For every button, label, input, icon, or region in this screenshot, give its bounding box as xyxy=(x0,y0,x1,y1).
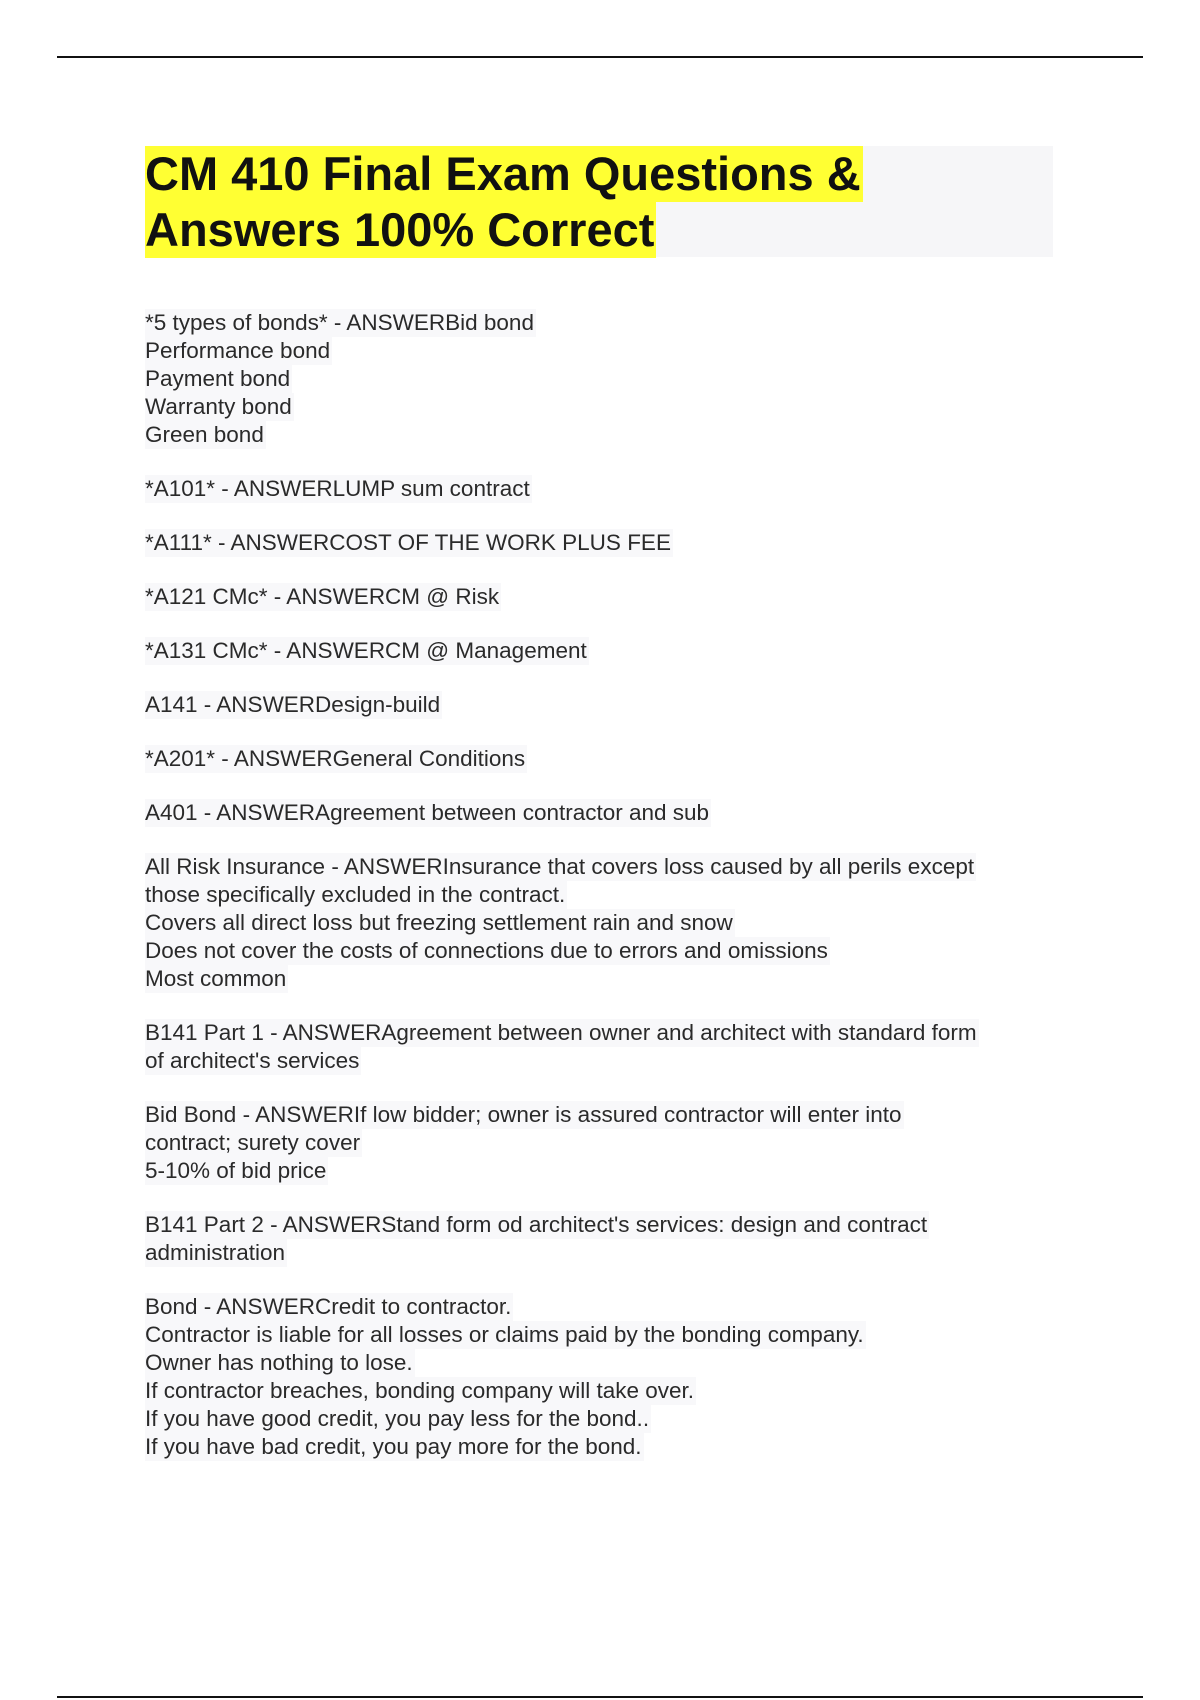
qa-answer-line: Owner has nothing to lose. xyxy=(145,1350,413,1375)
qa-question-line: Bid Bond - ANSWERIf low bidder; owner is assured contractor will enter into xyxy=(145,1102,902,1127)
qa-question-line: All Risk Insurance - ANSWERInsurance that covers loss caused by all perils except xyxy=(145,854,975,879)
qa-item xyxy=(145,691,1065,719)
title-line-1: CM 410 Final Exam Questions & xyxy=(145,147,861,200)
document-title xyxy=(145,146,1053,257)
qa-question-line: A141 - ANSWERDesign-build xyxy=(145,692,441,717)
qa-item xyxy=(145,1211,1065,1267)
qa-item xyxy=(145,799,1065,827)
qa-item xyxy=(145,637,1065,665)
qa-answer-line: contract; surety cover xyxy=(145,1130,361,1155)
qa-item xyxy=(145,309,1065,449)
qa-answer-line: 5-10% of bid price xyxy=(145,1158,327,1183)
qa-item xyxy=(145,1101,1065,1185)
qa-item xyxy=(145,745,1065,773)
qa-question-line: *A111* - ANSWERCOST OF THE WORK PLUS FEE xyxy=(145,530,671,555)
qa-answer-line: Most common xyxy=(145,966,287,991)
qa-question-line: *A131 CMc* - ANSWERCM @ Management xyxy=(145,638,587,663)
title-line-2: Answers 100% Correct xyxy=(145,203,655,256)
qa-answer-line: Performance bond xyxy=(145,338,331,363)
qa-item xyxy=(145,1019,1065,1075)
qa-list xyxy=(145,309,1065,1487)
qa-item xyxy=(145,853,1065,993)
qa-question-line: B141 Part 1 - ANSWERAgreement between owner and architect with standard form xyxy=(145,1020,977,1045)
qa-item xyxy=(145,1293,1065,1461)
qa-answer-line: If contractor breaches, bonding company will take over. xyxy=(145,1378,695,1403)
qa-answer-line: If you have good credit, you pay less for the bond.. xyxy=(145,1406,650,1431)
qa-answer-line: those specifically excluded in the contract. xyxy=(145,882,566,907)
qa-answer-line: administration xyxy=(145,1240,286,1265)
footer-rule xyxy=(57,1696,1143,1698)
qa-answer-line: Green bond xyxy=(145,422,264,447)
qa-question-line: *A121 CMc* - ANSWERCM @ Risk xyxy=(145,584,500,609)
qa-item xyxy=(145,475,1065,503)
qa-item xyxy=(145,583,1065,611)
qa-question-line: *A201* - ANSWERGeneral Conditions xyxy=(145,746,526,771)
qa-answer-line: Warranty bond xyxy=(145,394,292,419)
qa-item xyxy=(145,529,1065,557)
qa-question-line: *A101* - ANSWERLUMP sum contract xyxy=(145,476,530,501)
qa-answer-line: Contractor is liable for all losses or claims paid by the bonding company. xyxy=(145,1322,864,1347)
qa-question-line: B141 Part 2 - ANSWERStand form od architect's services: design and contract xyxy=(145,1212,928,1237)
qa-answer-line: Does not cover the costs of connections due to errors and omissions xyxy=(145,938,828,963)
qa-answer-line: Covers all direct loss but freezing settlement rain and snow xyxy=(145,910,733,935)
qa-answer-line: of architect's services xyxy=(145,1048,360,1073)
qa-answer-line: Payment bond xyxy=(145,366,291,391)
qa-question-line: *5 types of bonds* - ANSWERBid bond xyxy=(145,310,534,335)
qa-question-line: A401 - ANSWERAgreement between contractor and sub xyxy=(145,800,710,825)
qa-answer-line: If you have bad credit, you pay more for the bond. xyxy=(145,1434,642,1459)
qa-question-line: Bond - ANSWERCredit to contractor. xyxy=(145,1294,512,1319)
header-rule xyxy=(57,56,1143,58)
